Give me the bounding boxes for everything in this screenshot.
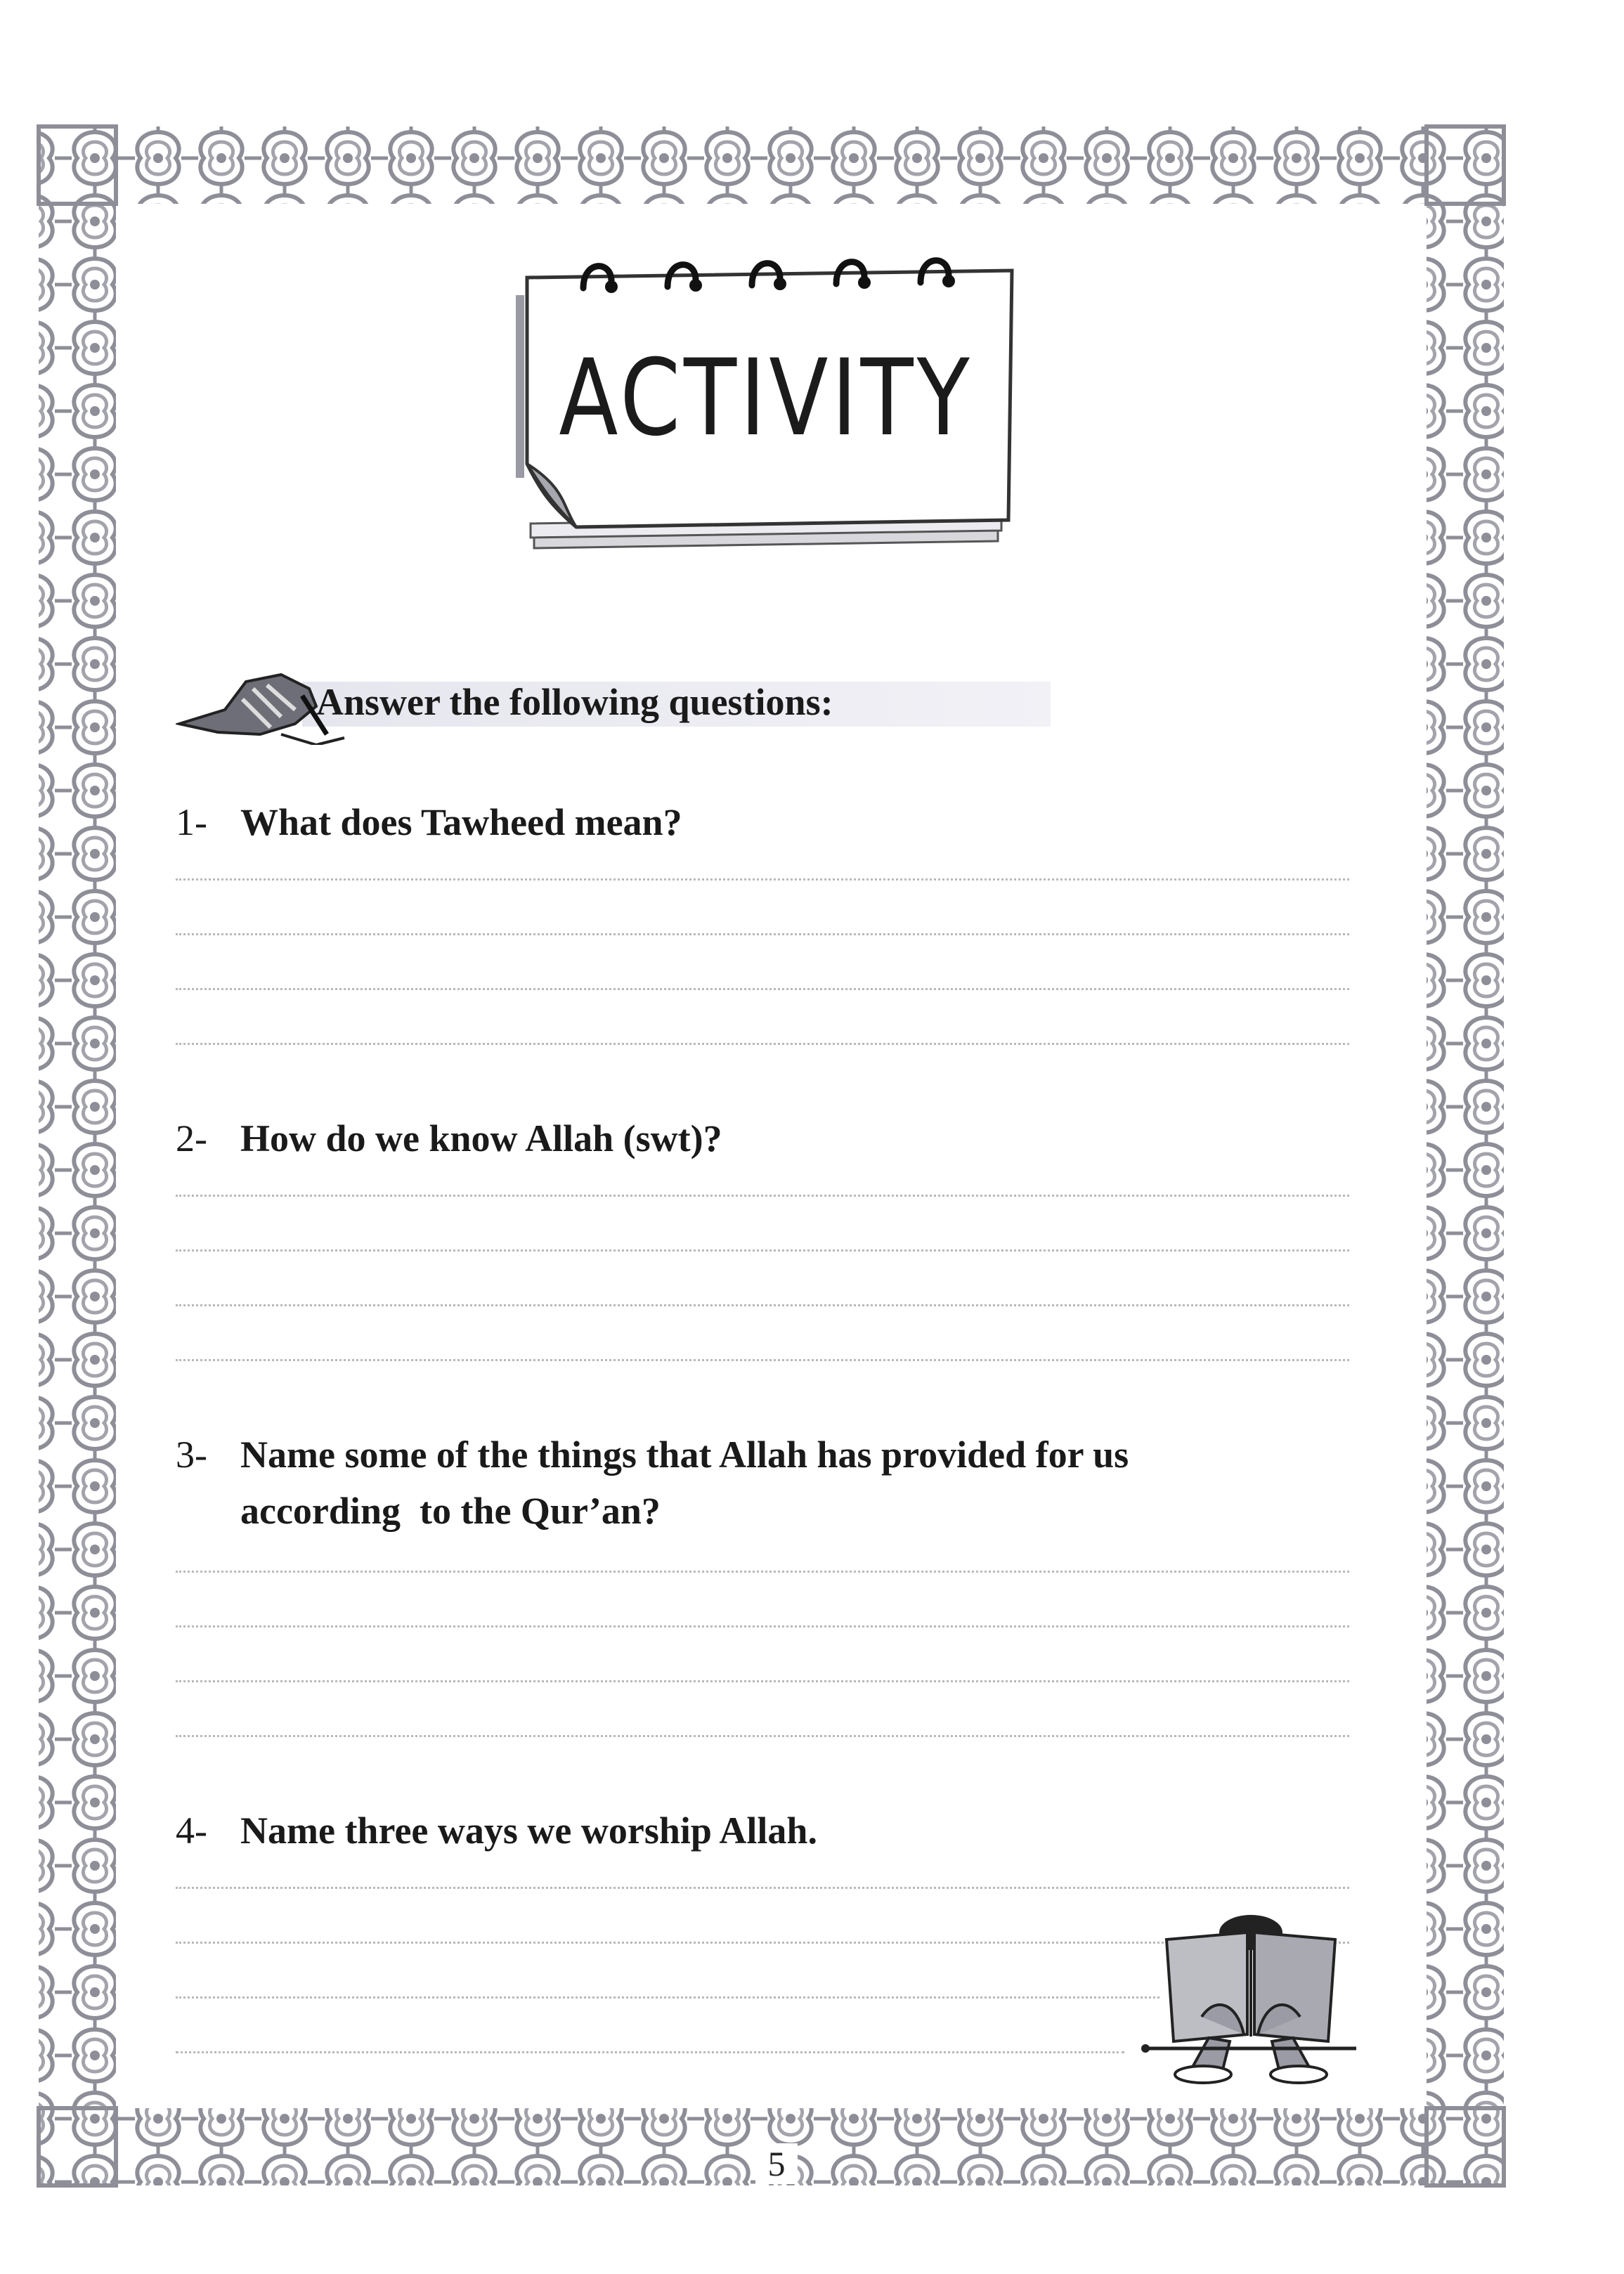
- question-2: [176, 1110, 1356, 1167]
- instruction-banner: [176, 668, 878, 745]
- answer-line[interactable]: [176, 1887, 1349, 1889]
- answer-line[interactable]: [176, 933, 1349, 935]
- question-1: [176, 794, 1356, 850]
- answer-line[interactable]: [176, 1735, 1349, 1737]
- answer-line[interactable]: [176, 878, 1349, 881]
- answer-line[interactable]: [176, 1680, 1349, 1682]
- instruction-text: Answer the following questions:: [316, 681, 833, 723]
- answer-line[interactable]: [176, 1625, 1349, 1627]
- question-text: Name three ways we worship Allah.: [240, 1810, 817, 1852]
- question-text: What does Tawheed mean?: [240, 801, 682, 843]
- answer-line[interactable]: [176, 1043, 1349, 1045]
- answer-line[interactable]: [176, 1304, 1349, 1306]
- question-4: [176, 1802, 1356, 1859]
- answer-line[interactable]: [176, 1571, 1349, 1573]
- activity-notepad: [513, 253, 1019, 569]
- answer-line[interactable]: [176, 988, 1349, 990]
- answer-line[interactable]: [176, 2051, 1124, 2053]
- activity-title: ACTIVITY: [559, 337, 973, 460]
- question-number: 3-: [176, 1434, 207, 1476]
- question-text: Name some of the things that Allah has provided for us according to the Qur’an?: [240, 1434, 1129, 1532]
- question-number: 1-: [176, 801, 207, 843]
- question-text: How do we know Allah (swt)?: [240, 1117, 722, 1159]
- child-reading-book-icon: [1138, 1911, 1363, 2087]
- page-number: 5: [755, 2143, 798, 2184]
- question-3: [176, 1427, 1356, 1539]
- answer-line[interactable]: [176, 1996, 1159, 1999]
- question-number: 2-: [176, 1117, 207, 1159]
- answer-line[interactable]: [176, 1359, 1349, 1361]
- question-number: 4-: [176, 1810, 207, 1852]
- answer-line[interactable]: [176, 1195, 1349, 1197]
- answer-line[interactable]: [176, 1249, 1349, 1252]
